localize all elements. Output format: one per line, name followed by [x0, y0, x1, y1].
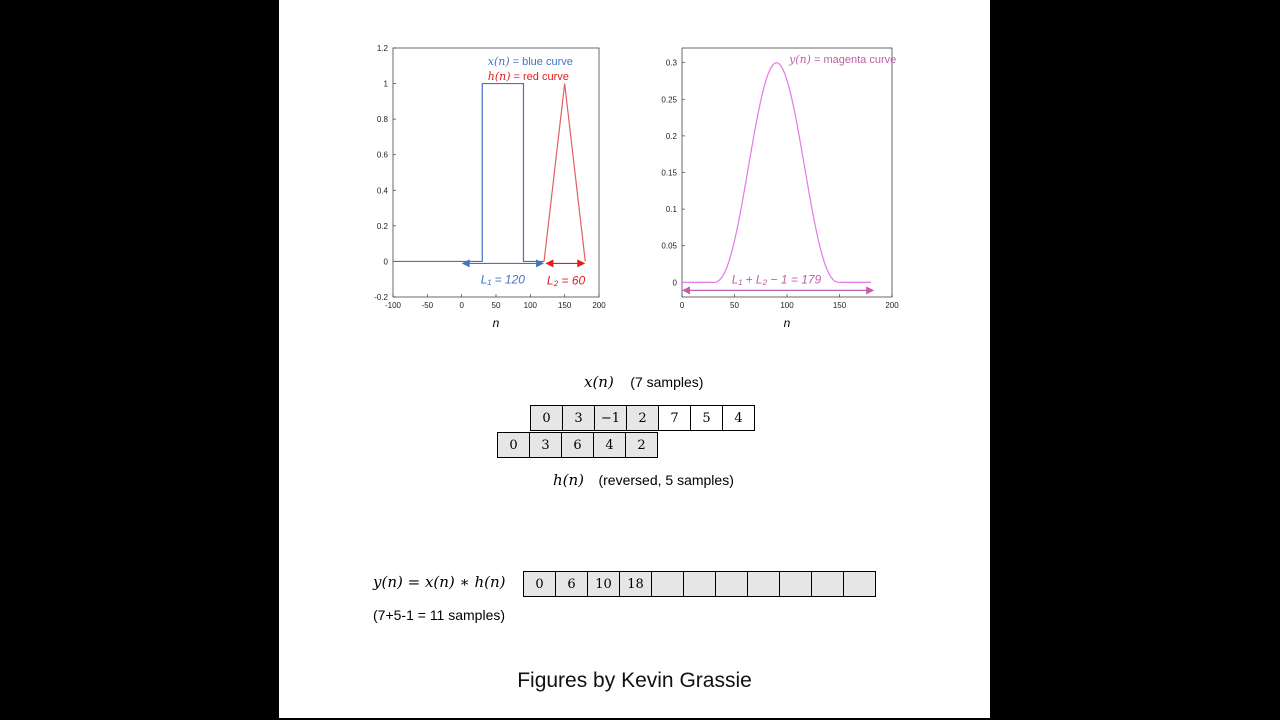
- legend-magenta: y(n) = magenta curve: [789, 53, 897, 66]
- y-seq-cell: [747, 571, 780, 597]
- x-tick-label: 150: [557, 301, 572, 310]
- x-tick-label: 50: [491, 301, 501, 310]
- h-seq-cell: 6: [561, 432, 594, 458]
- x-tick-label: 200: [592, 301, 606, 310]
- x-tick-label: 50: [730, 301, 739, 310]
- y-seq-cell: [843, 571, 876, 597]
- y-tick-label: 1.2: [376, 44, 388, 53]
- h-seq-cell: 4: [593, 432, 626, 458]
- x-axis-label: n: [783, 316, 791, 330]
- h-seq-row: [498, 432, 658, 458]
- y-tick-label: 0.2: [665, 131, 677, 141]
- y-seq-cell: [779, 571, 812, 597]
- y-tick-label: 0.15: [661, 168, 677, 178]
- legend-blue: x(n) = blue curve: [487, 55, 573, 68]
- x-tick-label: 100: [780, 301, 794, 310]
- slide: [279, 0, 990, 718]
- x-seq-label: [584, 373, 703, 392]
- x-seq-note: (7 samples): [630, 374, 704, 390]
- x-tick-label: -50: [421, 301, 434, 310]
- x-seq-cell: 2: [626, 405, 659, 431]
- plot-frame: [393, 48, 599, 297]
- y-tick-label: 0.8: [376, 115, 388, 125]
- l2-label: L₂ = 60: [546, 273, 586, 288]
- y-tick-label: 0.6: [376, 150, 388, 160]
- x-seq-cell: 3: [562, 405, 595, 431]
- y-seq-cell: 18: [619, 571, 652, 597]
- y-seq-note: (7+5-1 = 11 samples): [373, 607, 506, 623]
- x-tick-label: 200: [885, 301, 899, 310]
- y-seq-cell: [811, 571, 844, 597]
- h-seq-cell: 3: [529, 432, 562, 458]
- x-tick-label: 0: [459, 301, 464, 310]
- chart-right: [649, 40, 909, 340]
- y-tick-label: 0: [672, 278, 677, 288]
- y-tick-label: 0: [383, 257, 388, 267]
- chart-left: [359, 40, 619, 340]
- y-tick-label: 0.4: [376, 186, 388, 196]
- x-axis-label: n: [492, 316, 500, 330]
- x-seq-math: x(n): [584, 373, 614, 391]
- x-seq-cell: 4: [722, 405, 755, 431]
- y-tick-label: -0.2: [374, 293, 388, 302]
- y-seq-cell: 0: [523, 571, 556, 597]
- y-tick-label: 0.05: [661, 241, 677, 251]
- x-seq-cell: 0: [530, 405, 563, 431]
- y-tick-label: 0.2: [376, 221, 388, 231]
- h-seq-math: h(n): [553, 471, 585, 489]
- x-seq-cell: 5: [690, 405, 723, 431]
- x-tick-label: -100: [384, 301, 402, 310]
- y-tick-label: 1: [383, 79, 388, 89]
- y-seq-math: y(n) = x(n) ∗ h(n): [373, 573, 506, 591]
- l1-label: L₁ = 120: [480, 272, 525, 287]
- y-tick-label: 0.1: [665, 205, 677, 215]
- y-seq-row: [524, 571, 876, 597]
- y-tick-label: 0.3: [665, 58, 677, 68]
- h-seq-note: (reversed, 5 samples): [598, 472, 734, 488]
- legend-red: h(n) = red curve: [487, 70, 569, 83]
- y-seq-cell: [715, 571, 748, 597]
- h-seq-cell: 2: [625, 432, 658, 458]
- x-seq-cell: 7: [658, 405, 691, 431]
- x-seq-row: [531, 405, 755, 431]
- x-tick-label: 0: [679, 301, 685, 310]
- x-seq-cell: −1: [594, 405, 627, 431]
- y-seq-cell: [651, 571, 684, 597]
- h-seq-label: [553, 471, 734, 490]
- x-tick-label: 100: [523, 301, 538, 310]
- y-seq-cell: 10: [587, 571, 620, 597]
- l-total-label: L₁ + L₂ − 1 = 179: [731, 272, 822, 287]
- plot-frame: [682, 48, 892, 297]
- h-seq-cell: 0: [497, 432, 530, 458]
- y-seq-cell: 6: [555, 571, 588, 597]
- y-seq-cell: [683, 571, 716, 597]
- figure-credit: Figures by Kevin Grassie: [517, 669, 752, 692]
- y-tick-label: 0.25: [661, 95, 677, 105]
- x-tick-label: 150: [832, 301, 847, 310]
